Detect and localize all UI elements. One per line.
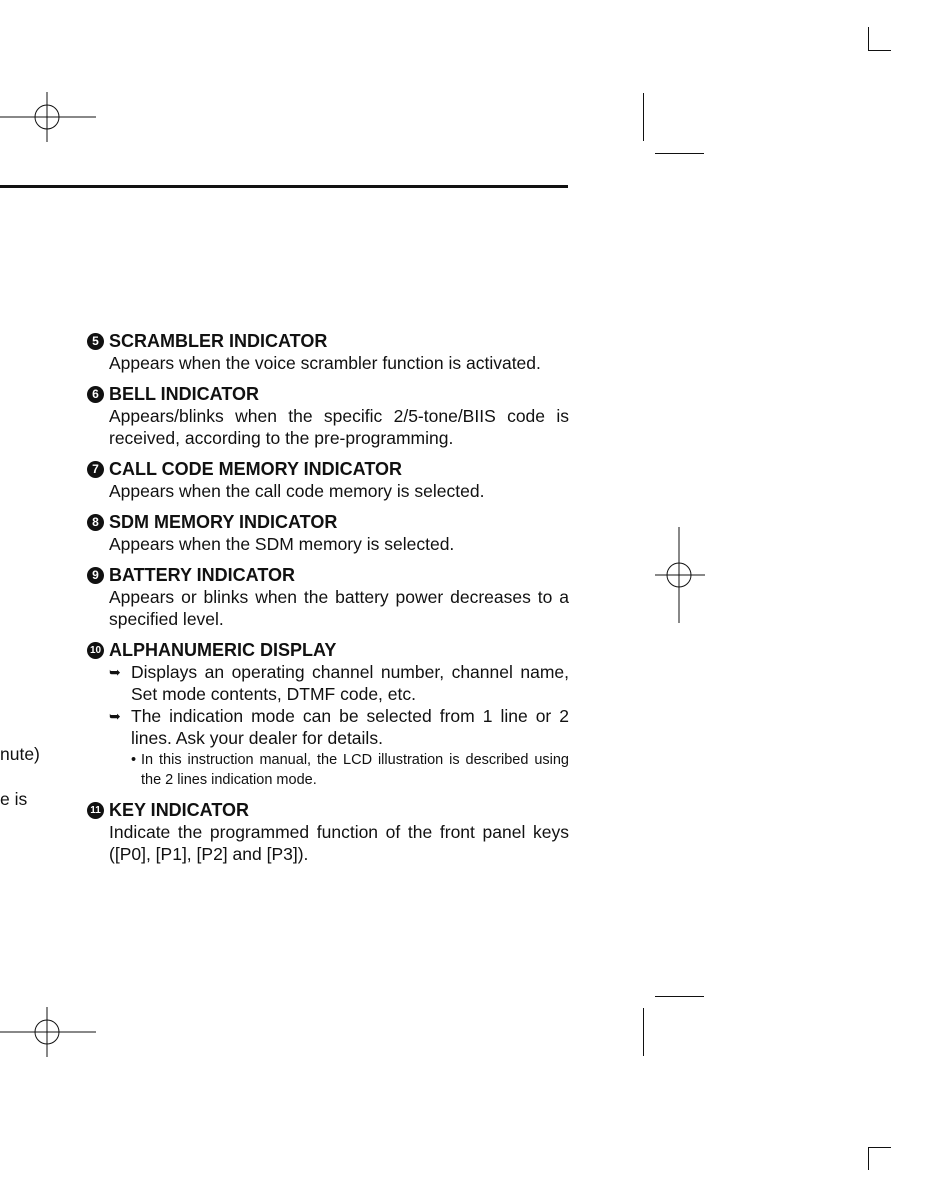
- section-title: SDM MEMORY INDICATOR: [109, 512, 338, 532]
- trim-mark-bottom-h: [655, 996, 704, 997]
- section-text: Appears or blinks when the battery power decreases to a specified level.: [109, 587, 569, 629]
- section-title: BATTERY INDICATOR: [109, 565, 296, 585]
- crop-mark-top-right-h: [868, 50, 891, 51]
- trim-mark-top-v: [643, 93, 644, 141]
- section-title: CALL CODE MEMORY INDICATOR: [109, 459, 403, 479]
- section-text: Indicate the programmed function of the front panel keys ([P0], [P1], [P2] and [P3]).: [109, 822, 569, 864]
- number-badge: 10: [87, 642, 104, 659]
- section-scrambler-indicator: [87, 330, 569, 374]
- section-heading: [87, 330, 569, 352]
- section-heading: [87, 639, 569, 661]
- registration-mark-right: [655, 527, 705, 623]
- section-text: Appears when the voice scrambler function is activated.: [109, 353, 541, 373]
- section-title: KEY INDICATOR: [109, 800, 250, 820]
- number-badge: 7: [87, 461, 104, 478]
- section-title: BELL INDICATOR: [109, 384, 260, 404]
- note-text: In this instruction manual, the LCD illustration is described using the 2 lines indication mode.: [141, 752, 569, 788]
- number-badge: 8: [87, 514, 104, 531]
- number-badge: 9: [87, 567, 104, 584]
- section-text: Appears/blinks when the specific 2/5-tone/BIIS code is received, according to the pre-programming.: [109, 406, 569, 448]
- section-battery-indicator: [87, 564, 569, 630]
- section-heading: [87, 511, 569, 533]
- trim-mark-bottom-v: [643, 1008, 644, 1056]
- registration-mark-top-left: [0, 92, 96, 144]
- bullet-text: Displays an operating channel number, channel name, Set mode contents, DTMF code, etc.: [131, 662, 569, 704]
- section-text: Appears when the call code memory is selected.: [109, 481, 485, 501]
- section-heading: [87, 458, 569, 480]
- crop-mark-top-right-v: [868, 27, 869, 50]
- crop-mark-bottom-right-v: [868, 1147, 869, 1170]
- arrow-bullet-icon: ➥: [109, 664, 121, 680]
- section-call-code-memory-indicator: [87, 458, 569, 502]
- section-title: ALPHANUMERIC DISPLAY: [109, 640, 337, 660]
- arrow-bullet-icon: ➥: [109, 708, 121, 724]
- number-badge: 5: [87, 333, 104, 350]
- section-sdm-memory-indicator: [87, 511, 569, 555]
- bullet-item: [109, 705, 569, 749]
- section-heading: [87, 564, 569, 586]
- bullet-item: [109, 661, 569, 705]
- left-page-fragment-1: nute): [0, 744, 40, 764]
- section-title: SCRAMBLER INDICATOR: [109, 331, 328, 351]
- section-key-indicator: [87, 799, 569, 865]
- bullet-text: The indication mode can be selected from 1 line or 2 lines. Ask your dealer for details.: [131, 706, 569, 748]
- crop-mark-bottom-right-h: [868, 1147, 891, 1148]
- trim-mark-top-h: [655, 153, 704, 154]
- number-badge: 11: [87, 802, 104, 819]
- section-alphanumeric-display: [87, 639, 569, 790]
- registration-mark-bottom-left: [0, 1007, 96, 1059]
- section-heading: [87, 799, 569, 821]
- section-heading: [87, 383, 569, 405]
- section-text: Appears when the SDM memory is selected.: [109, 534, 455, 554]
- indicator-descriptions: [87, 330, 569, 874]
- header-rule: [0, 185, 568, 188]
- number-badge: 6: [87, 386, 104, 403]
- note-item: [131, 750, 569, 790]
- dot-bullet-icon: •: [131, 752, 137, 768]
- section-bell-indicator: [87, 383, 569, 449]
- left-page-fragment-2: e is: [0, 789, 28, 809]
